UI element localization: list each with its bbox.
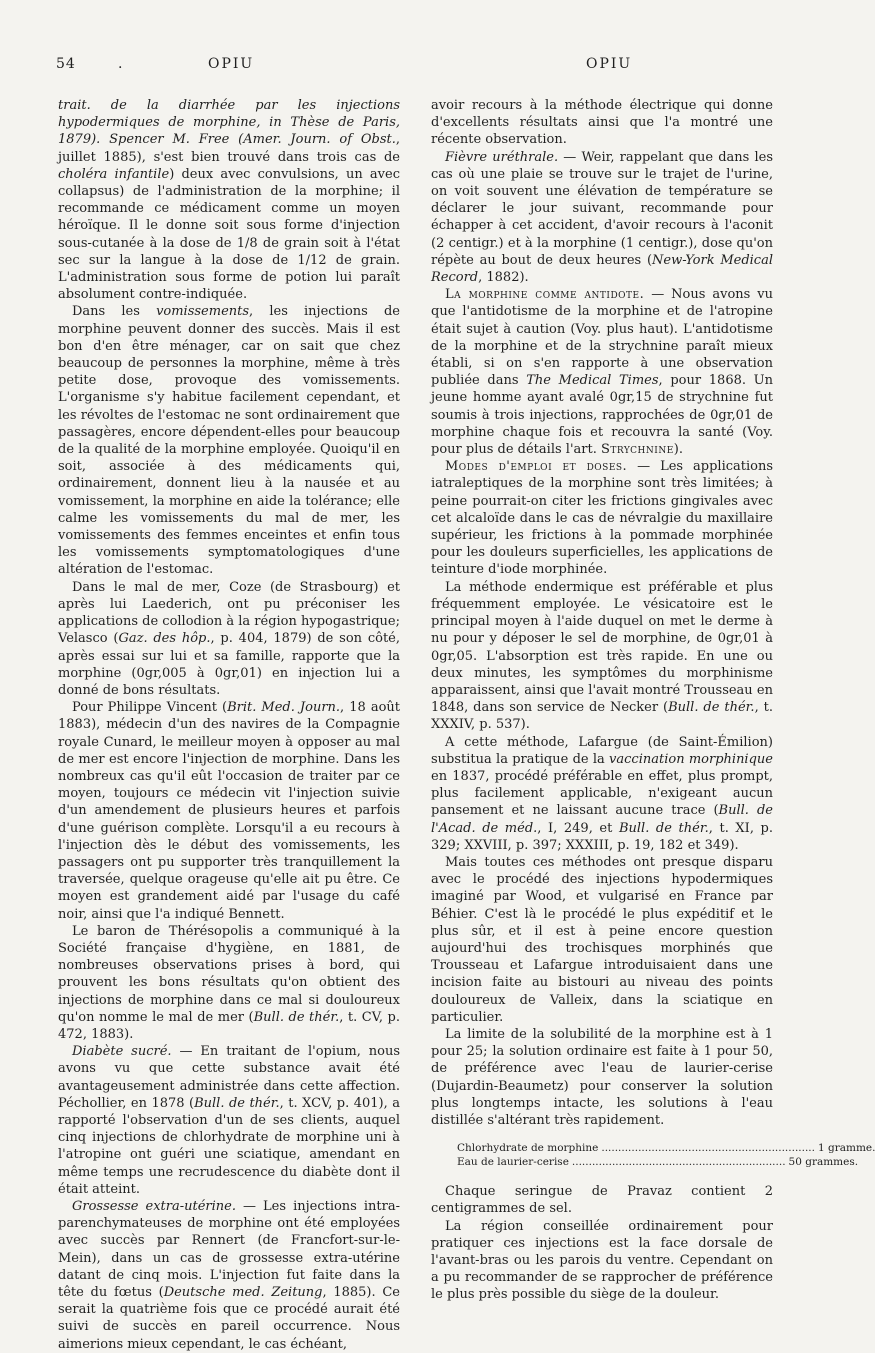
citation: Bull. de thér.: [253, 1009, 340, 1025]
text: A cette méthode, Lafargue (de Saint-Émilion) substitua la pratique de la: [431, 734, 773, 767]
text: , t. CV, p. 472, 1883).: [58, 1009, 400, 1042]
text: , I, 249, et: [537, 820, 619, 836]
formula-quantity: 50 grammes.: [788, 1156, 859, 1169]
paragraph: Chaque seringue de Pravaz contient 2 centigrammes de sel.: [431, 1184, 773, 1217]
paragraph: [58, 923, 400, 1043]
citation: Bull. de l'Acad. de méd.: [431, 803, 773, 836]
formula-row: [457, 1155, 859, 1169]
paragraph: La limite de la solubilité de la morphine est à 1 pour 25; la solution ordinaire est faite à 1 pour 50, de préférence avec l'eau de laurier-cerise (Dujardin-Beaumetz) pour conserver la solution plus longtemps intacte, les solutions à l'eau distillée s'altérant très rapidement.: [431, 1026, 773, 1128]
text: — Les applications iatraleptiques de la morphine sont très limitées; à peine pourrait-on citer les frictions gingivales avec cet alcaloïde dans le cas de névralgie du maxillaire supérieur, les frictions à la pommade morphinée pour les douleurs superficielles, les applications de teinture d'iode morphinée.: [431, 459, 774, 578]
section-heading: Diabète sucré.: [72, 1044, 172, 1060]
section-heading: Grossesse extra-utérine.: [72, 1199, 236, 1214]
citation: Deutsche med. Zeitung: [163, 1285, 323, 1301]
text: , t. XCV, p. 401), a rapporté l'observation d'un de ses clients, auquel cinq injections de chlorhydrate de morphine uni à l'atropine ont guéri une sciatique, amendant en même temps une recrudescence du diabète dont il était atteint.: [58, 1095, 400, 1197]
term: vaccination morphinique: [609, 751, 773, 767]
text: , 1885). Ce serait la quatrième fois que ce procédé aurait été suivi de succès en pareil occurrence. Nous aimerions mieux cependant, le cas échéant,: [58, 1285, 400, 1352]
paragraph: [58, 1198, 400, 1353]
citation: Brit. Med. Journ.: [227, 700, 341, 716]
formula-ingredient: Eau de laurier-cerise: [457, 1156, 569, 1169]
citation: Gaz. des hôp.: [118, 631, 211, 647]
text: , 18 août 1883), médecin d'un des navires de la Compagnie royale Cunard, le meilleur moyen à opposer au mal de mer est encore l'injection de morphine. Dans les nombreux cas qu'il eût l'occasion de traiter par ce moyen, toujours ce médecin vit l'injection suivie d'un amendement de plusieurs heures et parfois d'une guérison complète. Lorsqu'il a eu recours à l'injection dès le début des vomissements, les passagers ont pu supporter très tranquillement la traversée, quelque orageuse qu'elle ait pu être. Ce moyen est grandement aidé par l'usage du café noir, ainsi que l'a indiqué Bennett.: [58, 700, 400, 922]
page-header: [0, 56, 800, 80]
text: , p. 404, 1879) de son côté, après essai sur lui et sa famille, rapporte que la morphine (0gr,005 à 0gr,01) en injection lui a donné de bons résultats.: [58, 631, 400, 698]
leader-dots: [572, 1155, 786, 1169]
text: — Les injections intra-parenchymateuses de morphine ont été employées avec succès par Rennert (de Francfort-sur-le-Mein), dans un cas de grossesse extra-utérine datant de cinq mois. L'injection fut faite dans la tête du fœtus (: [58, 1199, 400, 1301]
section-heading: La morphine comme antidote.: [445, 287, 645, 303]
cross-reference: Strychnine: [600, 442, 674, 458]
paragraph: [58, 97, 400, 303]
text: Le baron de Thérésopolis a communiqué à la Société française d'hygiène, en 1881, de nombreuses observations prises à bord, qui prouvent les bons résultats qu'on obtient des injections de morphine dans ce mal si douloureux qu'on nomme le mal de mer (: [58, 923, 400, 1025]
paragraph: avoir recours à la méthode électrique qui donne d'excellents résultats ainsi que l'a montré une récente observation.: [431, 98, 773, 148]
right-column: [431, 97, 875, 1303]
citation: Bull. de thér.: [668, 700, 755, 716]
paragraph: [431, 734, 773, 854]
paragraph: La région conseillée ordinairement pour pratiquer ces injections est la face dorsale de l'avant-bras ou les parois du ventre. Cependant on a pu recommander de se rapprocher de préférence le plus près possible du siège de la douleur.: [431, 1218, 773, 1303]
paragraph: [431, 458, 773, 578]
text: , t. XXXIV, p. 537).: [431, 700, 773, 733]
formula-table: [457, 1141, 875, 1169]
text-italic: trait. de la diarrhée par les injections hypodermiques de morphine, in Thèse de Paris, 1879). Spencer M. Free (: [58, 98, 400, 148]
text: Dans les: [72, 304, 157, 320]
text: — Nous avons vu que l'antidotisme de la morphine et de l'atropine était sujet à caution (Voy. plus haut). L'antidotisme de la morphine et de la strychnine paraît mieux établi, si on s'en rapporte à une observation publiée dans: [431, 287, 773, 389]
text: , pour 1868. Un jeune homme ayant avalé 0gr,15 de strychnine fut soumis à trois injections, rapprochées de 0gr,01 de morphine chaque fois et recouvra la santé (Voy. pour plus de détails l'art.: [431, 373, 774, 458]
formula-quantity: 1 gramme.: [817, 1142, 875, 1155]
paragraph: [431, 579, 773, 734]
text: La méthode endermique est préférable et plus fréquemment employée. Le vésicatoire est le principal moyen à l'aide duquel on met le derme à nu pour y déposer le sel de morphine, de 0gr,01 à 0gr,05. L'absorption est très rapide. En une ou deux minutes, les symptômes du morphinisme apparaissent, ainsi que l'avait montré Trousseau en 1848, dans son service de Necker (: [431, 579, 773, 716]
running-title-right: OPIU: [586, 56, 633, 72]
term: vomissements: [156, 304, 250, 320]
text: — Weir, rappelant que dans les cas où une plaie se trouve sur le trajet de l'urine, on voit souvent une élévation de température se déclarer le jour suivant, recommande pour échapper à cet accident, d'avoir recours à l'aconit (2 centigr.) et à la morphine (1 centigr.), dose qu'on répète au bout de deux heures (: [431, 149, 773, 268]
citation: New-York Medical Record: [431, 252, 774, 286]
paragraph: Mais toutes ces méthodes ont presque disparu avec le procédé des injections hypodermiques imaginé par Wood, et vulgarisé en France par Béhier. C'est là le procédé le plus expéditif et le plus sûr, et il est à peine encore question aujourd'hui des trochisques morphinés que Trousseau et Lafargue introduisaient dans une incision faite au bistouri au niveau des points douloureux de Valleix, dans la sciatique en particulier.: [431, 854, 773, 1025]
text: ).: [673, 442, 683, 458]
formula-row: [457, 1141, 875, 1155]
text: , juillet 1885), s'est bien trouvé dans trois cas de: [58, 132, 400, 165]
section-heading: Modes d'emploi et doses.: [445, 459, 628, 475]
citation: The Medical Times: [526, 373, 659, 389]
paragraph: [58, 1043, 400, 1198]
text: en 1837, procédé préférable en effet, plus prompt, plus facilement applicable, n'exigeant aucun pansement et ne laissant aucune trace (: [431, 768, 773, 819]
text: , les injections de morphine peuvent donner des succès. Mais il est bon d'en être ménager, car on sait que chez beaucoup de personnes la morphine, même à très petite dose, provoque des vomissements. L'organisme s'y habitue facilement cependant, et les révoltes de l'estomac ne sont ordinairement que passagères, encore dépendent-elles pour beaucoup de la qualité de la morphine employée. Quoiqu'il en soit, associée à des médicaments qui, ordinairement, donnent lieu à la nausée et au vomissement, la morphine en aide la tolérance; elle calme les vomissements du mal de mer, les vomissements des femmes enceintes et enfin tous les vomissements symptomatologiques d'une altération de l'estomac.: [58, 304, 400, 578]
left-column: [58, 97, 401, 1352]
formula-ingredient: Chlorhydrate de morphine: [457, 1142, 599, 1155]
citation: Bull. de thér.: [618, 820, 709, 836]
text: Dans le mal de mer, Coze (de Strasbourg) et après lui Laederich, ont pu préconiser les applications de collodion à la région hypogastrique; Velasco (: [58, 579, 400, 647]
paragraph: [58, 579, 400, 699]
text: , t. XI, p. 329; XXVIII, p. 397; XXXIII, p. 19, 182 et 349).: [431, 820, 774, 853]
paragraph: [58, 303, 400, 578]
running-title-left: OPIU: [208, 56, 255, 72]
paragraph: [431, 286, 773, 458]
text: ) deux avec convulsions, un avec collapsus) de l'administration de la morphine; il recommande ce médicament comme un moyen héroïque. Il le donne soit sous forme d'injection sous-cutanée à la dose de 1/8 de grain soit à l'état sec sur la langue à la dose de 1/12 de grain. L'administration sous forme de potion lui paraît absolument contre-indiquée.: [58, 166, 400, 303]
term: choléra infantile: [58, 166, 170, 182]
section-heading: Fièvre uréthrale.: [445, 149, 559, 165]
text: , 1882).: [478, 270, 529, 286]
citation: Bull. de thér.: [194, 1095, 280, 1111]
paragraph: [431, 149, 773, 287]
page-number: 54: [56, 56, 76, 72]
text: Pour Philippe Vincent (: [72, 700, 228, 716]
leader-dots: [601, 1141, 815, 1155]
paragraph: [58, 699, 400, 923]
header-separator: .: [118, 56, 123, 72]
citation: Amer. Journ. of Obst.: [243, 132, 396, 148]
text: — En traitant de l'opium, nous avons vu que cette substance avait été avantageusement administrée dans cette affection. Péchollier, en 1878 (: [58, 1044, 401, 1111]
